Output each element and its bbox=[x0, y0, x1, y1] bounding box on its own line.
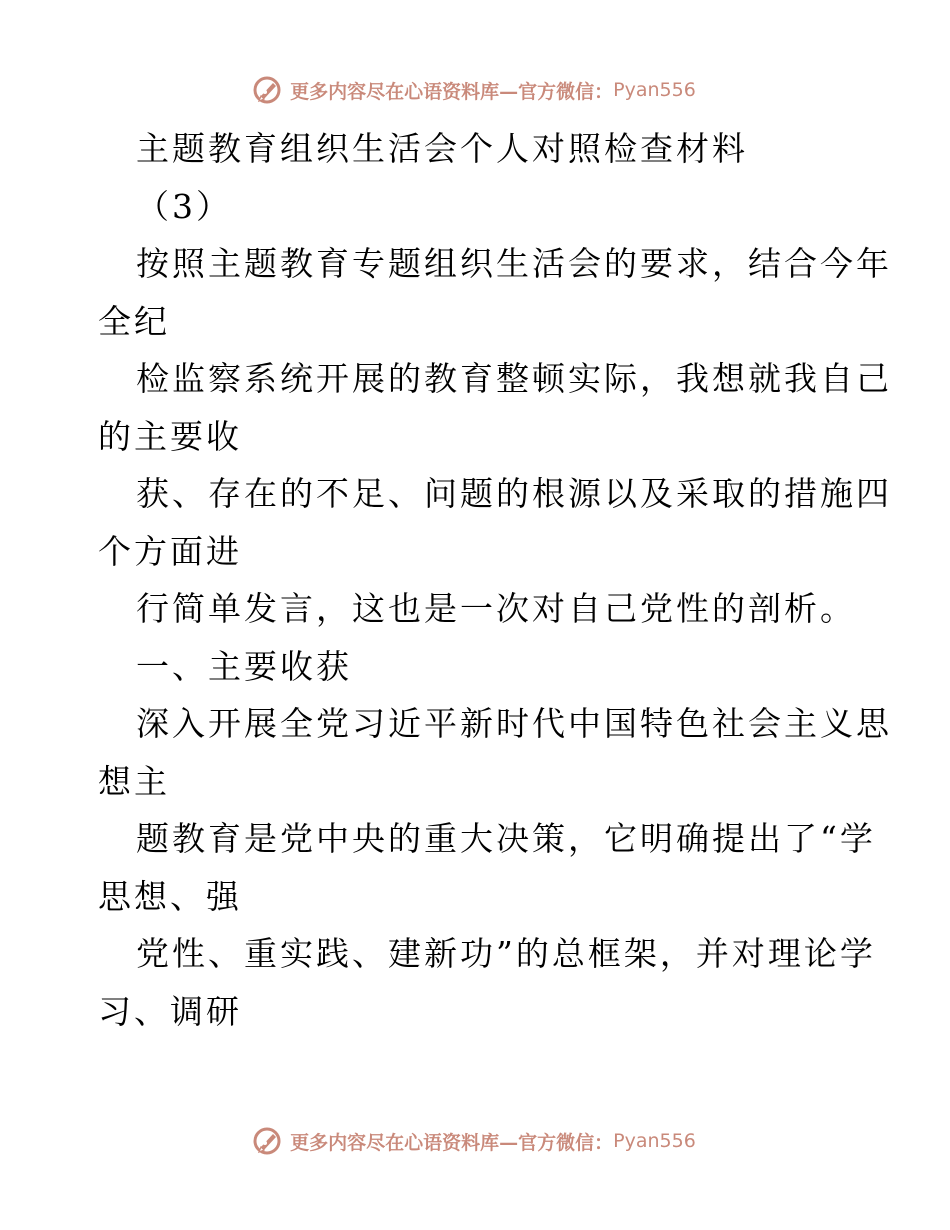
document-title: 主题教育组织生活会个人对照检查材料 bbox=[136, 129, 748, 168]
paragraph-line: 检监察系统开展的教育整顿实际，我想就我自己 bbox=[136, 359, 892, 398]
paragraph-line: 获、存在的不足、问题的根源以及采取的措施四 bbox=[136, 474, 892, 513]
paragraph-line: 题教育是党中央的重大决策，它明确提出了“学 bbox=[136, 819, 876, 858]
paragraph-line: 党性、重实践、建新功”的总框架，并对理论学 bbox=[136, 934, 876, 973]
paragraph-line: 全纪 bbox=[98, 301, 170, 341]
paragraph-line: 按照主题教育专题组织生活会的要求，结合今年 bbox=[136, 244, 892, 283]
watermark-id: Pyan556 bbox=[613, 1130, 696, 1152]
paragraph-line: 的主要收 bbox=[98, 416, 242, 456]
paragraph-line: 习、调研 bbox=[98, 991, 242, 1031]
section-heading: 一、主要收获 bbox=[136, 646, 352, 686]
pen-logo-icon bbox=[252, 74, 284, 106]
watermark-text: 更多内容尽在心语资料库—官方微信： bbox=[290, 1131, 614, 1154]
pen-logo-icon bbox=[252, 1125, 284, 1157]
header-watermark bbox=[0, 70, 950, 110]
paragraph-line: 想主 bbox=[98, 761, 170, 801]
paragraph-line: 行简单发言，这也是一次对自己党性的剖析。 bbox=[136, 589, 856, 628]
document-subtitle: （3） bbox=[136, 186, 232, 226]
watermark-id: Pyan556 bbox=[613, 79, 696, 101]
paragraph-line: 思想、强 bbox=[98, 876, 242, 916]
footer-watermark bbox=[0, 1121, 950, 1161]
watermark-text: 更多内容尽在心语资料库—官方微信： bbox=[290, 80, 614, 103]
paragraph-line: 个方面进 bbox=[98, 531, 242, 571]
paragraph-line: 深入开展全党习近平新时代中国特色社会主义思 bbox=[136, 704, 892, 743]
document-body bbox=[98, 120, 892, 1040]
